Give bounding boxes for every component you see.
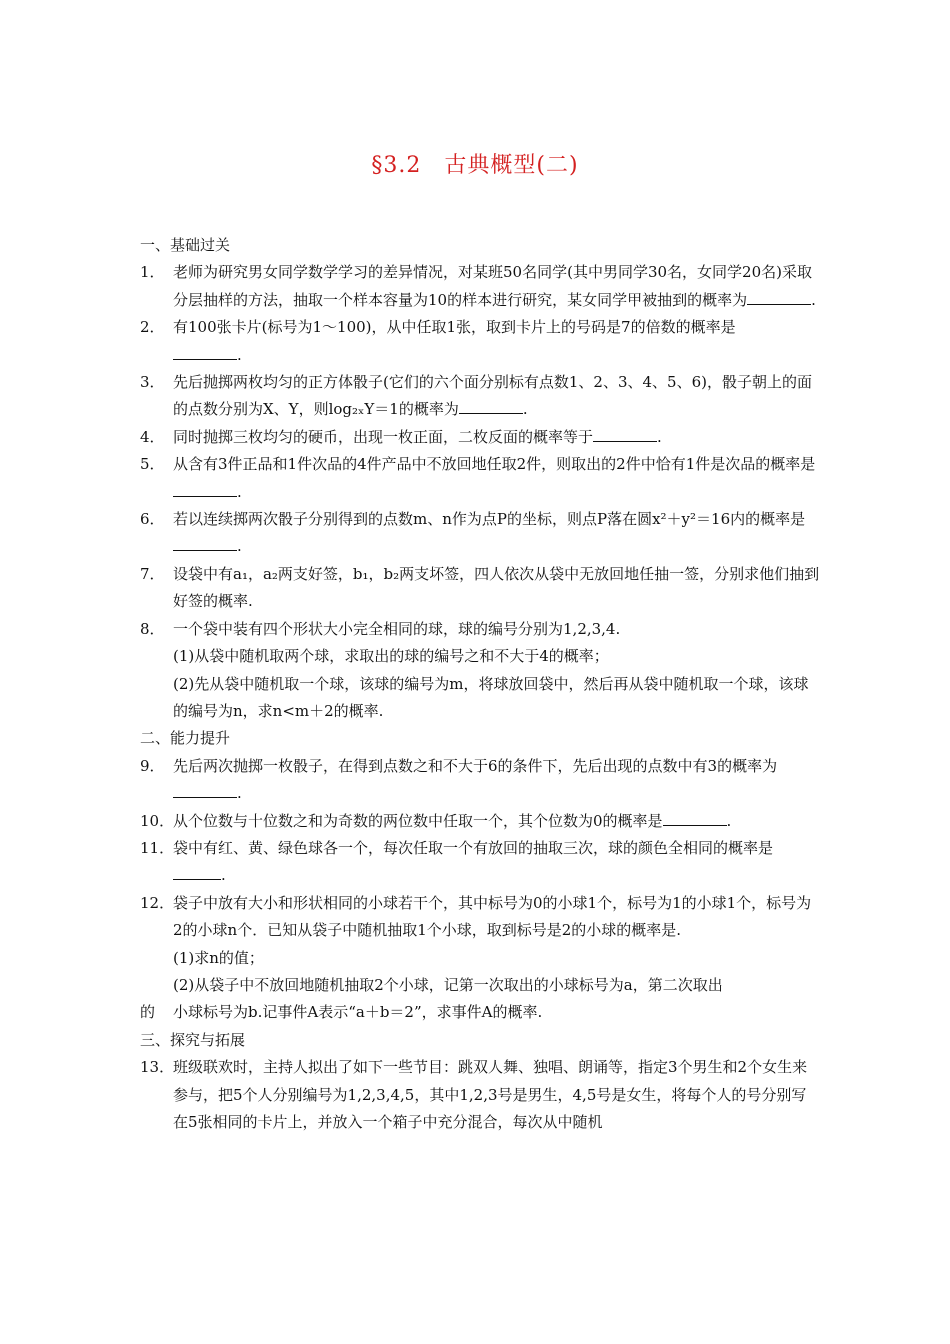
question-part-2: (2)先从袋中随机取一个球，该球的编号为m，将球放回袋中，然后再从袋中随机取一个球，该球的编号为n，求n<m＋2的概率. (173, 674, 809, 720)
question-number: 11． (140, 838, 175, 857)
question-number: 4． (140, 427, 165, 446)
question-text: 先后两次抛掷一枚骰子，在得到点数之和不大于6的条件下，先后出现的点数中有3的概率为 (173, 756, 778, 775)
question-number: 12． (140, 893, 175, 912)
question-3: 3． 先后抛掷两枚均匀的正方体骰子(它们的六个面分别标有点数1、2、3、4、5、6)，骰子朝上的面的点数分别为X、Y，则log₂ₓY＝1的概率为 . (140, 369, 820, 424)
question-number: 1． (140, 263, 165, 282)
question-part-1: (1)从袋中随机取两个球，求取出的球的编号之和不大于4的概率； (173, 647, 609, 666)
question-4: 4． 同时抛掷三枚均匀的硬币，出现一枚正面，二枚反面的概率等于 . (140, 424, 820, 451)
question-5: 5． 从含有3件正品和1件次品的4件产品中不放回地任取2件，则取出的2件中恰有1件是次品的概率是. (140, 451, 820, 506)
question-text: 设袋中有a₁，a₂两支好签，b₁，b₂两支坏签，四人依次从袋中无放回地任抽一签，分别求他们抽到好签的概率. (173, 564, 820, 611)
question-text: 袋中有红、黄、绿色球各一个，每次任取一个有放回的抽取三次，球的颜色全相同的概率是 (173, 838, 774, 857)
question-11: 11． 袋中有红、黄、绿色球各一个，每次任取一个有放回的抽取三次，球的颜色全相同的概率是. (140, 835, 820, 890)
question-text: 先后抛掷两枚均匀的正方体骰子(它们的六个面分别标有点数1、2、3、4、5、6)，骰子朝上的面的点数分别为X、Y，则log₂ₓY＝1的概率为 (173, 373, 812, 419)
question-8 (140, 616, 820, 726)
question-number: 2． (140, 318, 165, 337)
answer-blank (459, 399, 523, 414)
question-text: 从个位数与十位数之和为奇数的两位数中任取一个，其个位数为0的概率是 (173, 811, 663, 830)
question-number: 13． (140, 1058, 175, 1077)
answer-blank (173, 345, 237, 360)
question-text: 老师为研究男女同学数学学习的差异情况，对某班50名同学(其中男同学30名，女同学20名)采取分层抽样的方法，抽取一个样本容量为10的样本进行研究，某女同学甲被抽到的概率为 (173, 263, 812, 309)
question-text: 袋子中放有大小和形状相同的小球若干个，其中标号为0的小球1个，标号为1的小球1个，标号为2的小球n个．已知从袋子中随机抽取1个小球，取到标号是2的小球的概率是. (173, 893, 812, 940)
question-text: 从含有3件正品和1件次品的4件产品中不放回地任取2件，则取出的2件中恰有1件是次品的概率是 (173, 455, 816, 474)
question-12-continuation (140, 999, 820, 1026)
answer-blank (173, 536, 237, 551)
question-number: 7． (140, 564, 165, 583)
question-text: 一个袋中装有四个形状大小完全相同的球，球的编号分别为1,2,3,4. (173, 619, 621, 638)
question-6: 6． 若以连续掷两次骰子分别得到的点数m、n作为点P的坐标，则点P落在圆x²＋y²＝16内的概率是. (140, 506, 820, 561)
question-13 (140, 1054, 820, 1136)
question-1: 1． 老师为研究男女同学数学学习的差异情况，对某班50名同学(其中男同学30名，女同学20名)采取分层抽样的方法，抽取一个样本容量为10的样本进行研究，某女同学甲被抽到的概率为 . (140, 259, 820, 314)
section-heading-explore: 三、探究与拓展 (140, 1030, 246, 1049)
question-text: 有100张卡片(标号为1～100)，从中任取1张，取到卡片上的号码是7的倍数的概率是 (173, 318, 736, 337)
answer-blank (747, 290, 811, 305)
question-number: 5． (140, 455, 165, 474)
answer-blank (663, 811, 727, 826)
question-number: 10． (140, 811, 175, 830)
question-number: 6． (140, 510, 165, 529)
question-9: 9． 先后两次抛掷一枚骰子，在得到点数之和不大于6的条件下，先后出现的点数中有3的概率为. (140, 753, 820, 808)
question-number: 8． (140, 619, 165, 638)
question-10: 10． 从个位数与十位数之和为奇数的两位数中任取一个，其个位数为0的概率是 . (140, 808, 820, 835)
answer-blank (173, 783, 237, 798)
question-text: 若以连续掷两次骰子分别得到的点数m、n作为点P的坐标，则点P落在圆x²＋y²＝16内的概率是 (173, 510, 806, 529)
question-part-1: (1)求n的值； (173, 948, 264, 967)
question-2: 2． 有100张卡片(标号为1～100)，从中任取1张，取到卡片上的号码是7的倍数的概率是 . (140, 314, 820, 369)
question-text: 班级联欢时，主持人拟出了如下一些节目：跳双人舞、独唱、朗诵等，指定3个男生和2个女生来参与，把5个人分别编号为1,2,3,4,5，其中1,2,3号是男生，4,5号是女生，将每个人的号分别写在5张相同的卡片上，并放入一个箱子中充分混合，每次从中随机 (173, 1058, 808, 1131)
question-part-2: (2)从袋子中不放回地随机抽取2个小球，记第一次取出的小球标号为a，第二次取出 (173, 975, 723, 994)
section-heading-basic: 一、基础过关 (140, 236, 231, 254)
answer-blank (173, 482, 237, 497)
question-number: 3． (140, 373, 165, 392)
continuation-text: 小球标号为b.记事件A表示“a＋b＝2”，求事件A的概率. (173, 1003, 543, 1022)
question-12 (140, 890, 820, 1000)
question-text: 同时抛掷三枚均匀的硬币，出现一枚正面，二枚反面的概率等于 (173, 427, 594, 446)
section-heading-advanced: 二、能力提升 (140, 729, 231, 748)
continuation-prefix: 的 (140, 1003, 156, 1022)
answer-blank (593, 427, 657, 442)
question-7 (140, 561, 820, 616)
exercise-content (140, 232, 820, 1136)
question-number: 9． (140, 756, 165, 775)
page-title: §3.2 古典概型(二) (371, 153, 579, 178)
answer-blank (173, 865, 221, 880)
